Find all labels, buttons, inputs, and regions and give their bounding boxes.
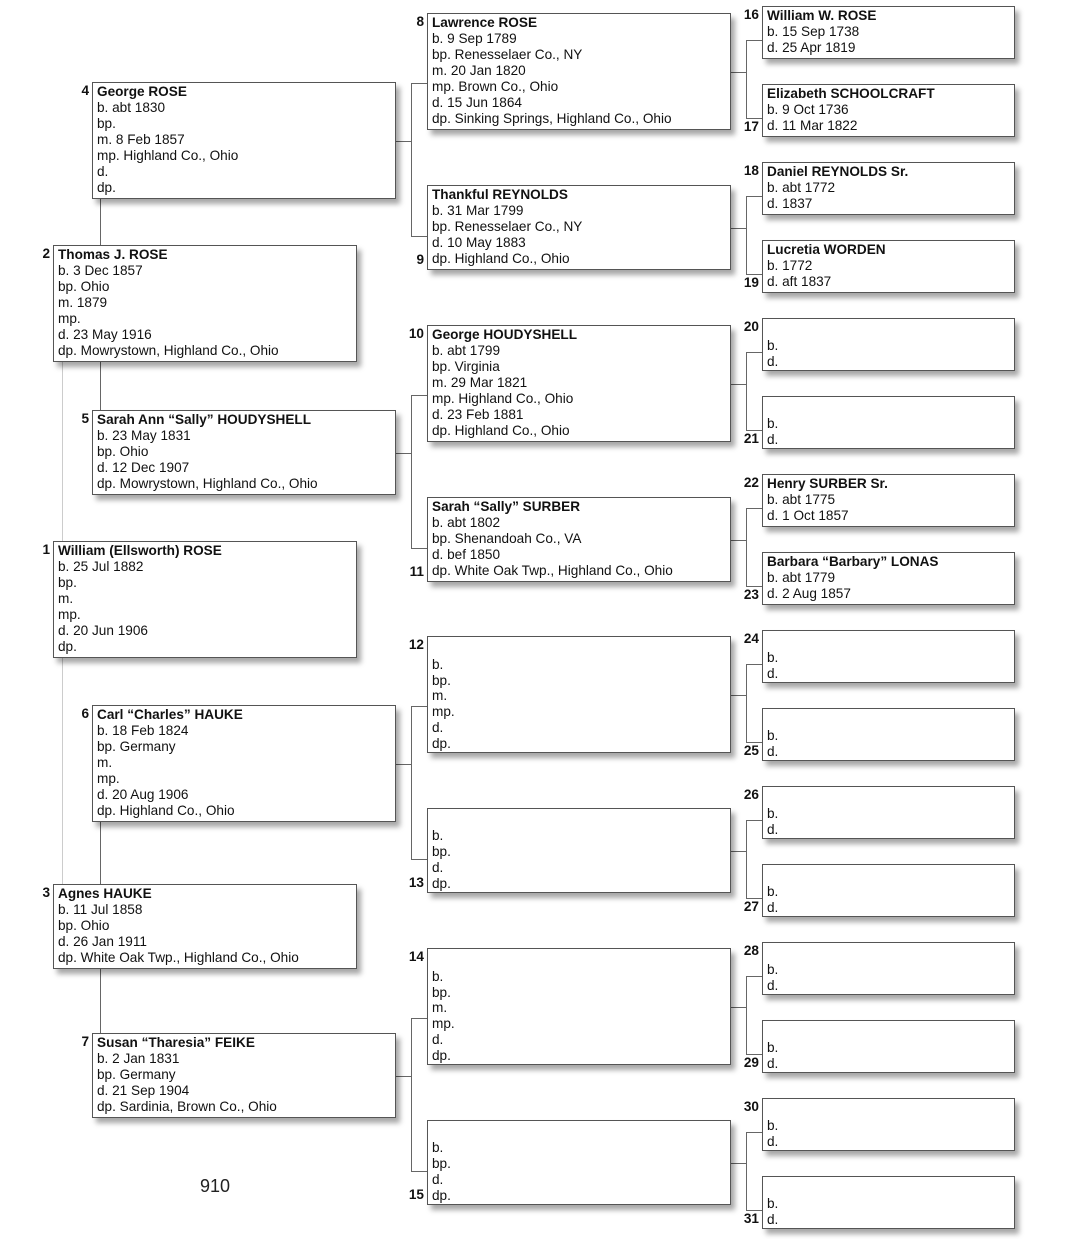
person-name	[767, 632, 1014, 650]
ahnentafel-number: 12	[408, 637, 424, 652]
ahnentafel-number: 4	[81, 83, 89, 98]
person-detail: d. bef 1850	[432, 546, 501, 562]
person-detail: b.	[432, 828, 444, 844]
person-name	[767, 398, 1014, 416]
ahnentafel-number: 30	[743, 1099, 759, 1114]
person-name: William W. ROSE	[767, 8, 877, 23]
person-detail: b.	[767, 884, 779, 900]
person-name: Henry SURBER Sr.	[767, 476, 888, 491]
person-detail: d.	[767, 744, 779, 760]
connector-line	[396, 141, 411, 142]
person-name	[432, 950, 730, 969]
connector-line	[411, 83, 427, 84]
person-detail: bp. Renesselaer Co., NY	[432, 218, 583, 234]
person-detail: dp. Highland Co., Ohio	[432, 250, 570, 266]
person-detail: bp.	[432, 1156, 451, 1172]
ahnentafel-number: 6	[81, 706, 89, 721]
ahnentafel-number: 25	[743, 743, 759, 758]
person-detail: dp.	[432, 736, 451, 752]
person-box-8	[427, 13, 731, 130]
person-box-27	[762, 864, 1015, 917]
ahnentafel-number: 29	[743, 1055, 759, 1070]
ahnentafel-number: 22	[743, 475, 759, 490]
connector-line	[411, 1018, 427, 1019]
person-detail: bp.	[97, 115, 116, 131]
person-box-15	[427, 1120, 731, 1205]
person-name: Sarah Ann “Sally” HOUDYSHELL	[97, 412, 312, 427]
person-box-30	[762, 1098, 1015, 1151]
person-detail: d.	[767, 900, 779, 916]
person-detail: d. 23 Feb 1881	[432, 406, 524, 422]
person-box-28	[762, 942, 1015, 995]
person-detail: b. abt 1779	[767, 570, 836, 585]
person-name	[432, 810, 730, 828]
person-box-19	[762, 240, 1015, 293]
person-name	[767, 944, 1014, 962]
ahnentafel-number: 1	[42, 542, 50, 557]
person-detail: b. abt 1799	[432, 343, 501, 358]
person-detail: d. 1 Oct 1857	[767, 507, 849, 523]
person-detail: bp. Virginia	[432, 358, 500, 374]
connector-line	[746, 976, 762, 977]
person-box-18	[762, 162, 1015, 215]
person-detail: b. 18 Feb 1824	[97, 723, 189, 738]
person-detail: b.	[767, 728, 779, 744]
person-detail: dp. Mowrystown, Highland Co., Ohio	[97, 475, 318, 491]
person-detail: b. 31 Mar 1799	[432, 203, 524, 218]
person-detail: dp. Highland Co., Ohio	[97, 802, 235, 818]
person-detail: b.	[432, 968, 444, 984]
connector-line	[100, 969, 101, 1033]
person-box-26	[762, 786, 1015, 839]
connector-line	[731, 695, 746, 696]
person-detail: d.	[432, 1032, 444, 1048]
connector-line	[746, 664, 762, 665]
connector-line	[411, 395, 427, 396]
ahnentafel-number: 15	[408, 1187, 424, 1202]
person-box-12	[427, 636, 731, 753]
person-name: Lawrence ROSE	[432, 15, 538, 30]
ahnentafel-number: 7	[81, 1034, 89, 1049]
person-detail: bp. Shenandoah Co., VA	[432, 530, 582, 546]
person-detail: b.	[767, 338, 779, 354]
person-detail: d.	[767, 1134, 779, 1150]
person-detail: d.	[767, 1056, 779, 1072]
connector-line	[746, 820, 762, 821]
person-detail: dp.	[432, 876, 451, 892]
person-box-20	[762, 318, 1015, 371]
person-name	[432, 638, 730, 657]
person-detail: b.	[767, 1196, 779, 1212]
person-name	[767, 1178, 1014, 1196]
connector-line	[62, 658, 63, 884]
connector-line	[731, 540, 746, 541]
ahnentafel-number: 26	[743, 787, 759, 802]
connector-line	[411, 548, 427, 549]
person-detail: d. 15 Jun 1864	[432, 94, 522, 110]
person-box-31	[762, 1176, 1015, 1229]
person-name	[767, 788, 1014, 806]
person-name: Elizabeth SCHOOLCRAFT	[767, 86, 935, 101]
person-detail: dp.	[97, 179, 116, 195]
person-detail: dp. White Oak Twp., Highland Co., Ohio	[432, 562, 673, 578]
ahnentafel-number: 21	[743, 431, 759, 446]
person-box-22	[762, 474, 1015, 527]
connector-line	[731, 851, 746, 852]
person-detail: d. 23 May 1916	[58, 326, 152, 342]
person-box-21	[762, 396, 1015, 449]
person-name: George HOUDYSHELL	[432, 327, 578, 342]
person-detail: b. 11 Jul 1858	[58, 902, 143, 917]
ahnentafel-number: 16	[743, 7, 759, 22]
ahnentafel-number: 13	[408, 875, 424, 890]
person-name: Thankful REYNOLDS	[432, 187, 568, 202]
person-box-2	[53, 245, 357, 362]
connector-line	[100, 199, 101, 245]
person-name	[767, 866, 1014, 884]
person-name: Lucretia WORDEN	[767, 242, 886, 257]
ahnentafel-number: 27	[743, 899, 759, 914]
person-detail: bp. Ohio	[58, 917, 110, 933]
ahnentafel-number: 18	[743, 163, 759, 178]
person-detail: b.	[432, 656, 444, 672]
person-name	[767, 1022, 1014, 1040]
person-detail: b. 23 May 1831	[97, 428, 191, 443]
person-detail: b. 25 Jul 1882	[58, 559, 144, 574]
person-detail: d.	[767, 432, 779, 448]
person-detail: d.	[767, 822, 779, 838]
person-box-23	[762, 552, 1015, 605]
ahnentafel-number: 10	[408, 326, 424, 341]
connector-line	[746, 40, 747, 119]
person-detail: m.	[432, 688, 448, 704]
person-name	[767, 1100, 1014, 1118]
person-detail: b. abt 1830	[97, 100, 166, 115]
ahnentafel-number: 31	[743, 1211, 759, 1226]
connector-line	[746, 1132, 762, 1133]
person-detail: mp. Highland Co., Ohio	[97, 147, 239, 163]
connector-line	[731, 228, 746, 229]
ahnentafel-number: 19	[743, 275, 759, 290]
person-detail: m. 20 Jan 1820	[432, 62, 526, 78]
connector-line	[746, 352, 762, 353]
person-box-25	[762, 708, 1015, 761]
person-detail: b. 15 Sep 1738	[767, 24, 860, 39]
person-detail: b.	[767, 962, 779, 978]
person-box-7	[92, 1033, 396, 1118]
person-detail: d. 25 Apr 1819	[767, 39, 856, 55]
person-detail: mp.	[432, 704, 455, 720]
connector-line	[746, 196, 747, 275]
connector-line	[731, 384, 746, 385]
connector-line	[62, 362, 63, 541]
connector-line	[731, 1007, 746, 1008]
person-detail: m.	[97, 754, 113, 770]
person-box-29	[762, 1020, 1015, 1073]
connector-line	[731, 1163, 746, 1164]
connector-line	[411, 706, 427, 707]
connector-line	[746, 196, 762, 197]
person-detail: m.	[432, 1000, 448, 1016]
person-detail: d. 11 Mar 1822	[767, 117, 858, 133]
ahnentafel-number: 11	[409, 564, 424, 579]
person-detail: d.	[767, 354, 779, 370]
person-detail: d. aft 1837	[767, 273, 832, 289]
connector-line	[746, 508, 762, 509]
person-name	[767, 320, 1014, 338]
person-detail: d.	[767, 1212, 779, 1228]
person-detail: d.	[432, 720, 444, 736]
ahnentafel-number: 20	[743, 319, 759, 334]
person-detail: dp.	[432, 1048, 451, 1064]
person-detail: b. 1772	[767, 258, 813, 273]
person-box-4	[92, 82, 396, 199]
person-name: Thomas J. ROSE	[58, 247, 168, 262]
person-box-14	[427, 948, 731, 1065]
person-detail: dp.	[58, 638, 77, 654]
person-box-5	[92, 410, 396, 495]
person-detail: d. 1837	[767, 195, 813, 211]
ahnentafel-number: 17	[743, 119, 759, 134]
person-name: George ROSE	[97, 84, 187, 99]
person-detail: b. 9 Sep 1789	[432, 31, 517, 46]
connector-line	[411, 1018, 412, 1172]
person-detail: bp.	[58, 574, 77, 590]
person-detail: dp. Sardinia, Brown Co., Ohio	[97, 1098, 277, 1114]
page-number: 910	[200, 1176, 231, 1196]
person-name: Sarah “Sally” SURBER	[432, 499, 581, 514]
person-detail: mp.	[58, 606, 81, 622]
person-box-24	[762, 630, 1015, 683]
person-detail: d. 20 Aug 1906	[97, 786, 189, 802]
connector-line	[746, 820, 747, 899]
person-name	[767, 710, 1014, 728]
person-detail: d.	[97, 163, 109, 179]
person-box-1	[53, 541, 357, 658]
connector-line	[396, 453, 411, 454]
person-detail: mp. Highland Co., Ohio	[432, 390, 574, 406]
person-detail: m. 29 Mar 1821	[432, 374, 528, 390]
ahnentafel-number: 23	[743, 587, 759, 602]
person-detail: d.	[432, 1172, 444, 1188]
ahnentafel-number: 5	[81, 411, 89, 426]
connector-line	[100, 822, 101, 884]
person-box-6	[92, 705, 396, 822]
connector-line	[411, 395, 412, 549]
person-detail: b.	[767, 650, 779, 666]
connector-line	[100, 362, 101, 410]
person-detail: b. 2 Jan 1831	[97, 1051, 180, 1066]
person-detail: mp.	[432, 1016, 455, 1032]
connector-line	[411, 1171, 427, 1172]
person-detail: d. 2 Aug 1857	[767, 585, 851, 601]
person-detail: bp.	[432, 844, 451, 860]
person-detail: mp.	[58, 310, 81, 326]
person-name: Susan “Tharesia” FEIKE	[97, 1035, 255, 1050]
connector-line	[746, 40, 762, 41]
person-detail: d.	[767, 666, 779, 682]
person-name: Carl “Charles” HAUKE	[97, 707, 243, 722]
person-detail: bp.	[432, 672, 451, 688]
person-box-17	[762, 84, 1015, 137]
person-detail: bp. Germany	[97, 738, 176, 754]
person-detail: dp. Sinking Springs, Highland Co., Ohio	[432, 110, 672, 126]
person-detail: bp. Renesselaer Co., NY	[432, 46, 583, 62]
person-name: William (Ellsworth) ROSE	[58, 543, 222, 558]
person-detail: d. 12 Dec 1907	[97, 459, 190, 475]
person-detail: d.	[432, 860, 444, 876]
person-box-10	[427, 325, 731, 442]
person-detail: b. abt 1802	[432, 515, 501, 530]
person-detail: b.	[767, 1118, 779, 1134]
person-detail: b.	[432, 1140, 444, 1156]
connector-line	[746, 352, 747, 431]
person-detail: d. 26 Jan 1911	[58, 933, 147, 949]
ahnentafel-number: 28	[743, 943, 759, 958]
person-detail: m. 1879	[58, 294, 108, 310]
person-detail: m.	[58, 590, 74, 606]
connector-line	[411, 236, 427, 237]
connector-line	[396, 1076, 411, 1077]
person-detail: d. 10 May 1883	[432, 234, 526, 250]
person-detail: bp. Germany	[97, 1066, 176, 1082]
connector-line	[396, 764, 411, 765]
person-detail: b.	[767, 1040, 779, 1056]
person-name	[432, 1122, 730, 1140]
ahnentafel-number: 8	[416, 14, 424, 29]
connector-line	[746, 508, 747, 587]
person-detail: bp. Ohio	[97, 443, 149, 459]
person-detail: m. 8 Feb 1857	[97, 131, 185, 147]
person-detail: b.	[767, 806, 779, 822]
person-detail: bp.	[432, 984, 451, 1000]
person-detail: b. 3 Dec 1857	[58, 263, 143, 278]
ahnentafel-number: 2	[42, 246, 50, 261]
person-detail: dp. White Oak Twp., Highland Co., Ohio	[58, 949, 299, 965]
connector-line	[411, 83, 412, 237]
person-detail: dp.	[432, 1188, 451, 1204]
person-detail: b.	[767, 416, 779, 432]
person-name: Agnes HAUKE	[58, 886, 152, 901]
person-detail: bp. Ohio	[58, 278, 110, 294]
person-box-3	[53, 884, 357, 969]
person-box-16	[762, 6, 1015, 59]
person-detail: dp. Highland Co., Ohio	[432, 422, 570, 438]
person-detail: b. abt 1775	[767, 492, 836, 507]
person-detail: b. abt 1772	[767, 180, 836, 195]
person-detail: d. 20 Jun 1906	[58, 622, 148, 638]
ahnentafel-number: 9	[416, 252, 424, 267]
connector-line	[746, 976, 747, 1055]
connector-line	[746, 664, 747, 743]
connector-line	[746, 1132, 747, 1211]
person-box-9	[427, 185, 731, 270]
person-detail: d. 21 Sep 1904	[97, 1082, 190, 1098]
person-detail: d.	[767, 978, 779, 994]
connector-line	[731, 72, 746, 73]
connector-line	[411, 859, 427, 860]
person-box-11	[427, 497, 731, 582]
ahnentafel-number: 3	[42, 885, 50, 900]
person-detail: b. 9 Oct 1736	[767, 102, 849, 117]
connector-line	[411, 706, 412, 860]
ahnentafel-number: 24	[743, 631, 759, 646]
person-detail: mp. Brown Co., Ohio	[432, 78, 559, 94]
person-box-13	[427, 808, 731, 893]
person-detail: dp. Mowrystown, Highland Co., Ohio	[58, 342, 279, 358]
person-name: Barbara “Barbary” LONAS	[767, 554, 939, 569]
person-detail: mp.	[97, 770, 120, 786]
ahnentafel-number: 14	[408, 949, 424, 964]
person-name: Daniel REYNOLDS Sr.	[767, 164, 909, 179]
